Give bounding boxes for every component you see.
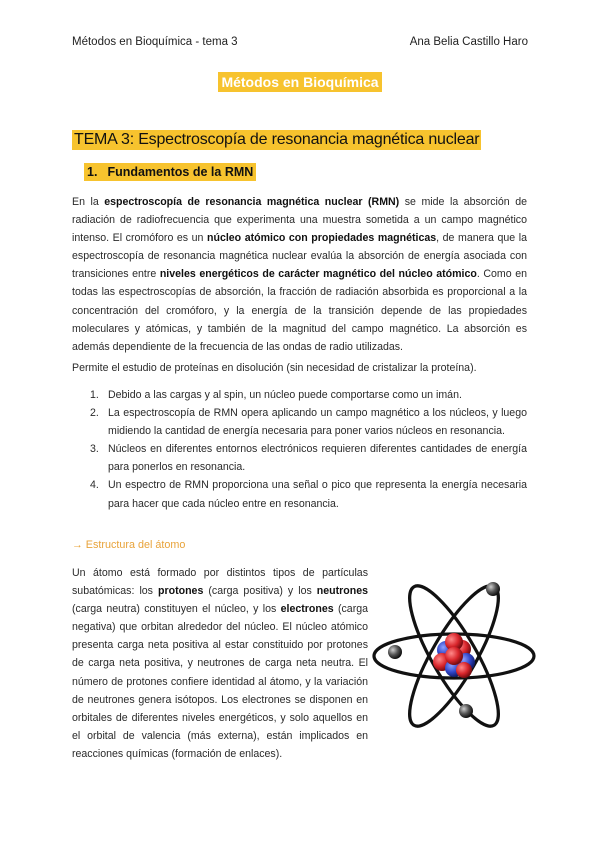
bold-term: niveles energéticos de carácter magnético del núcleo atómico — [159, 268, 477, 281]
list-text: Un espectro de RMN proporciona una señal o pico que representa la energía necesaria para hacer que cada núcleo entre en resonancia. — [108, 479, 527, 510]
electron — [459, 704, 473, 718]
list-number: 1. — [90, 389, 99, 401]
list-item — [72, 386, 527, 404]
list-item — [72, 476, 527, 512]
intro-paragraph — [72, 193, 527, 356]
text-run: En la — [72, 196, 105, 208]
subheading-atom-structure: → Estructura del átomo — [72, 539, 186, 551]
list-text: Debido a las cargas y al spin, un núcleo puede comportarse como un imán. — [108, 389, 462, 401]
text-run: . Como en todas las espectroscopías de absorción, la fracción de radiación absorbida es proporcional a la concentración del cromóforo, y la energía de la transición depende de las propiedades moleculares y atómicas, y también de la magnitud del campo magnético. La absorción es además dependiente de la frecuencia de las ondas de radio utilizadas. — [72, 268, 528, 353]
document-title — [0, 74, 600, 92]
atom-paragraph — [72, 564, 368, 763]
study-paragraph: Permite el estudio de proteínas en disolución (sin necesidad de cristalizar la proteína). — [72, 362, 477, 374]
atom-illustration-icon — [366, 556, 538, 756]
electron — [486, 582, 500, 596]
section-title: Fundamentos de la RMN — [107, 165, 254, 179]
tema-title: TEMA 3: Espectroscopía de resonancia magnética nuclear — [74, 131, 480, 148]
bold-term: protones — [158, 585, 204, 598]
bold-term: electrones — [280, 603, 334, 616]
section-number: 1. — [87, 165, 98, 179]
document-title-text: Métodos en Bioquímica — [218, 72, 381, 92]
text-run: (carga positiva) y los — [203, 585, 317, 598]
electron — [388, 645, 402, 659]
header-author: Ana Belia Castillo Haro — [409, 36, 528, 48]
list-number: 3. — [90, 443, 99, 456]
list-text: La espectroscopía de RMN opera aplicando un campo magnético a los núcleos, y luego midiendo la cantidad de energía necesaria para poner varios núcleos en resonancia. — [108, 407, 527, 438]
list-text: Núcleos en diferentes entornos electrónicos requieren diferentes cantidades de energía para ponerlos en resonancia. — [108, 443, 527, 474]
section-heading — [84, 163, 256, 181]
text-run: (carga negativa) que orbitan alrededor del núcleo. El núcleo atómico presenta carga neta positiva al estar constituido por protones de carga neta positiva, y neutrones de carga neta neutra. El número de protones confiere identidad al átomo, y la variación de neutrones genera isótopos. Los electrones se disponen en orbitales de diferentes niveles energéticos, y solo aquellos en el orbital de valencia (más externa), están implicados en reacciones químicas (formación de enlaces). — [72, 603, 369, 760]
list-item — [72, 440, 527, 476]
bold-term: neutrones — [316, 585, 369, 598]
header-course: Métodos en Bioquímica - tema 3 — [72, 36, 238, 48]
text-run: , de manera que la espectroscopía de resonancia magnética nuclear evalúa la absorción de energía asociada con transiciones entre — [72, 232, 527, 281]
text-run: Un átomo está formado por distintos tipos de partículas subatómicas: los — [72, 567, 368, 598]
text-run: (carga neutra) constituyen el núcleo, y los — [72, 603, 281, 616]
text-run: se mide la absorción de radiación de radiofrecuencia que experimenta una muestra sometida a un campo magnético intenso. El cromóforo es un — [72, 196, 527, 245]
bold-term: núcleo atómico con propiedades magnéticas — [207, 232, 437, 245]
steps-list — [72, 386, 527, 513]
list-number: 4. — [90, 479, 99, 492]
list-item — [72, 404, 527, 440]
list-number: 2. — [90, 407, 99, 420]
bold-term: espectroscopía de resonancia magnética nuclear (RMN) — [104, 196, 400, 208]
